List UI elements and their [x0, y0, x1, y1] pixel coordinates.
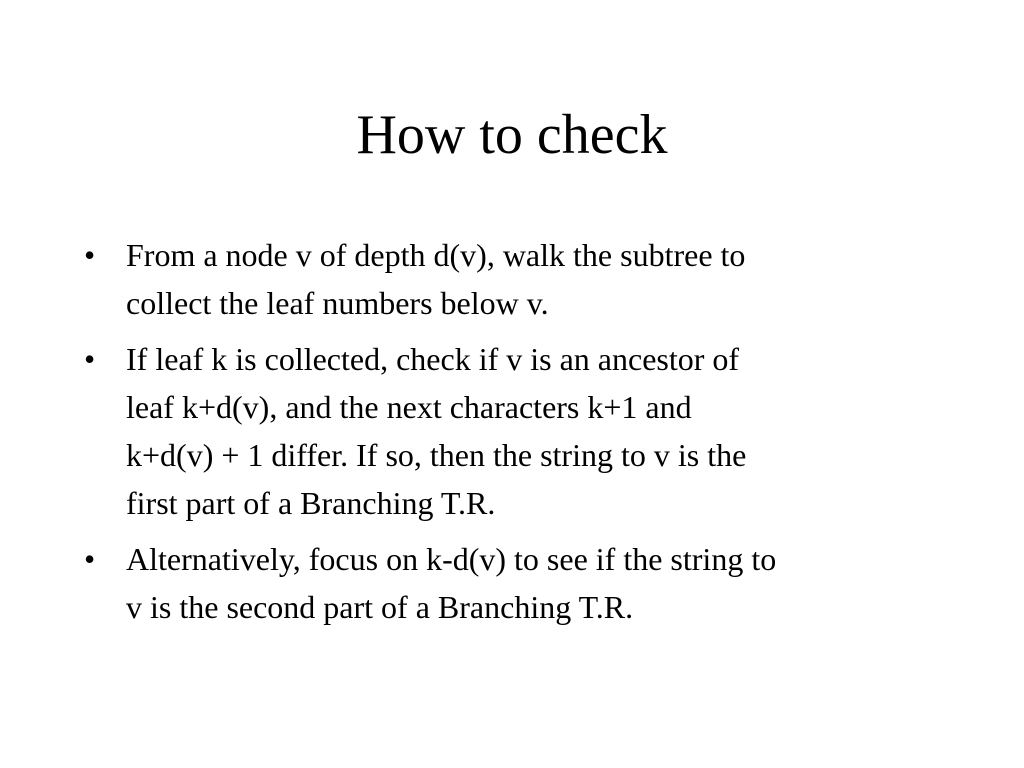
bullet-line: leaf k+d(v), and the next characters k+1 and [126, 389, 692, 425]
bullet-marker: • [84, 541, 96, 577]
bullet-line: From a node v of depth d(v), walk the subtree to [126, 237, 746, 273]
bullet-item-3 [84, 535, 954, 631]
bullet-list [84, 231, 954, 639]
bullet-marker: • [84, 237, 96, 273]
slide-title: How to check [356, 104, 668, 166]
bullet-line: first part of a Branching T.R. [126, 485, 496, 521]
bullet-item-2 [84, 335, 954, 527]
bullet-item-1 [84, 231, 954, 327]
bullet-marker: • [84, 341, 96, 377]
bullet-line: If leaf k is collected, check if v is an ancestor of [126, 341, 740, 377]
bullet-line: v is the second part of a Branching T.R. [126, 589, 634, 625]
bullet-line: Alternatively, focus on k-d(v) to see if the string to [126, 541, 777, 577]
bullet-line: k+d(v) + 1 differ. If so, then the string to v is the [126, 437, 747, 473]
bullet-line: collect the leaf numbers below v. [126, 285, 549, 321]
